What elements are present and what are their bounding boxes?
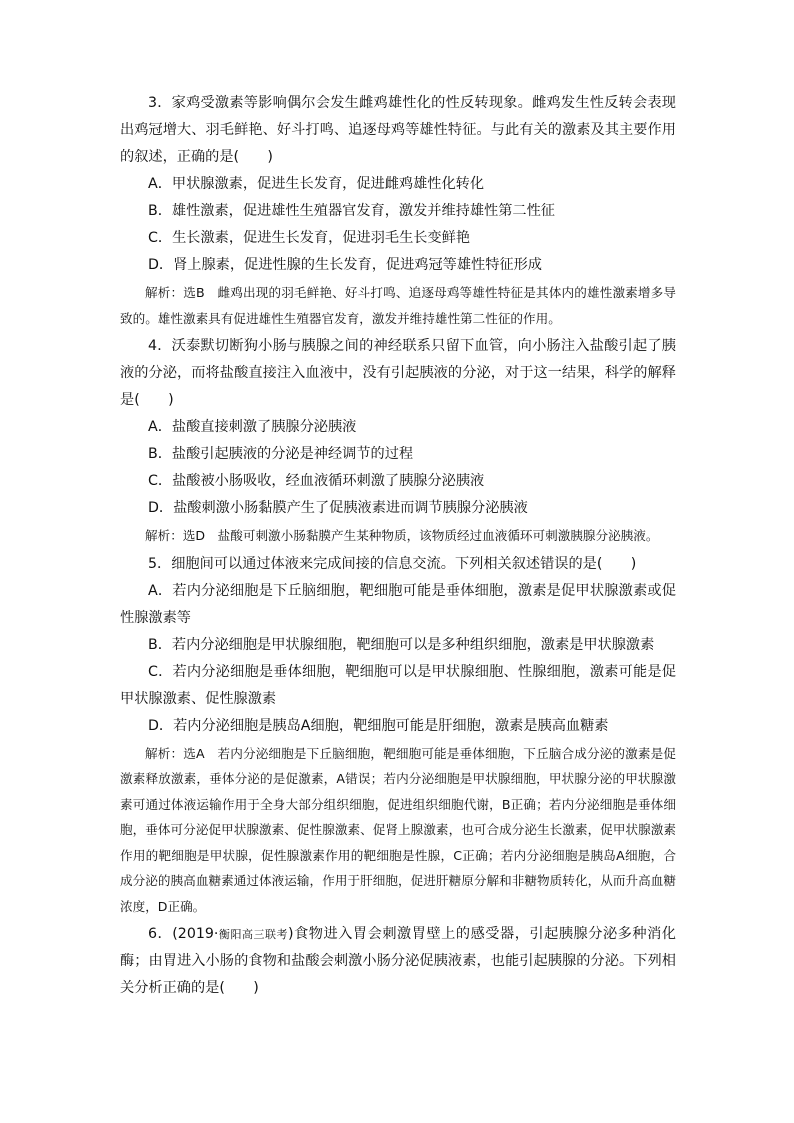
question-3-option-c: C．生长激素，促进生长发育，促进羽毛生长变鲜艳 bbox=[148, 230, 471, 246]
question-5-option-a: A．若内分泌细胞是下丘脑细胞，靶细胞可能是垂体细胞，激素是促甲状腺激素或促性腺激素等 bbox=[120, 582, 676, 626]
question-6-stem-text: )食物进入胃会刺激胃壁上的感受器，引起胰腺分泌多种消化酶；由胃进入小肠的食物和盐酸会刺激小肠分泌促胰液素，也能引起胰腺的分泌。下列相关分析正确的是( ) bbox=[120, 926, 676, 996]
question-5-option-b: B．若内分泌细胞是甲状腺细胞，靶细胞可以是多种组织细胞，激素是甲状腺激素 bbox=[148, 636, 655, 653]
question-4-option-b: B．盐酸引起胰液的分泌是神经调节的过程 bbox=[148, 446, 414, 462]
question-5-option-d: D．若内分泌细胞是胰岛A细胞，靶细胞可能是肝细胞，激素是胰高血糖素 bbox=[148, 717, 609, 734]
question-3-analysis: 解析：选B 雌鸡出现的羽毛鲜艳、好斗打鸣、追逐母鸡等雄性特征是其体内的雄性激素增多导致的。雄性激素具有促进雄性生殖器官发育，激发并维持雄性第二性征的作用。 bbox=[120, 285, 676, 326]
question-5-analysis: 解析：选A 若内分泌细胞是下丘脑细胞，靶细胞可能是垂体细胞，下丘脑合成分泌的激素是促激素释放激素，垂体分泌的是促激素，A错误；若内分泌细胞是甲状腺细胞，甲状腺分泌的甲状腺激素可通过体液运输作用于全身大部分组织细胞，促进组织细胞代谢，B正确；若内分泌细胞是垂体细胞，垂体可分泌促甲状腺激素、促性腺激素、促肾上腺激素，也可合成分泌生长激素，促甲状腺激素作用的靶细胞是甲状腺，促性腺激素作用的靶细胞是性腺，C正确；若内分泌细胞是胰岛A细胞，合成分泌的胰高血糖素通过体液运输，作用于肝细胞，促进肝糖原分解和非糖物质转化，从而升高血糖浓度，D正确。 bbox=[120, 745, 676, 914]
question-6-prefix: 6．(2019· bbox=[148, 926, 219, 942]
question-4-analysis: 解析：选D 盐酸可刺激小肠黏膜产生某种物质，该物质经过血液循环可刺激胰腺分泌胰液。 bbox=[145, 528, 659, 543]
question-4-stem: 4．沃泰默切断狗小肠与胰腺之间的神经联系只留下血管，向小肠注入盐酸引起了胰液的分泌，而将盐酸直接注入血液中，没有引起胰液的分泌，对于这一结果，科学的解释是( ) bbox=[120, 338, 676, 408]
document-body bbox=[120, 90, 676, 1002]
question-4-option-c: C．盐酸被小肠吸收，经血液循环刺激了胰腺分泌胰液 bbox=[148, 473, 485, 489]
question-6-source: 衡阳高三联考 bbox=[218, 928, 289, 941]
question-3-stem: 3．家鸡受激素等影响偶尔会发生雌鸡雄性化的性反转现象。雌鸡发生性反转会表现出鸡冠增大、羽毛鲜艳、好斗打鸣、追逐母鸡等雄性特征。与此有关的激素及其主要作用的叙述，正确的是( ) bbox=[120, 95, 676, 165]
question-4-option-d: D．盐酸刺激小肠黏膜产生了促胰液素进而调节胰腺分泌胰液 bbox=[148, 500, 528, 516]
question-5-stem: 5．细胞间可以通过体液来完成间接的信息交流。下列相关叙述错误的是( ) bbox=[148, 555, 637, 572]
question-5-option-c: C．若内分泌细胞是垂体细胞，靶细胞可以是甲状腺细胞、性腺细胞，激素可能是促甲状腺激素、促性腺激素 bbox=[120, 663, 676, 707]
question-6-stem bbox=[120, 921, 676, 1002]
question-4-option-a: A．盐酸直接刺激了胰腺分泌胰液 bbox=[148, 419, 357, 435]
question-3-option-b: B．雄性激素，促进雄性生殖器官发育，激发并维持雄性第二性征 bbox=[148, 203, 555, 219]
question-3-option-a: A．甲状腺激素，促进生长发育，促进雌鸡雄性化转化 bbox=[148, 176, 485, 192]
question-3-option-d: D．肾上腺素，促进性腺的生长发育，促进鸡冠等雄性特征形成 bbox=[148, 257, 542, 273]
